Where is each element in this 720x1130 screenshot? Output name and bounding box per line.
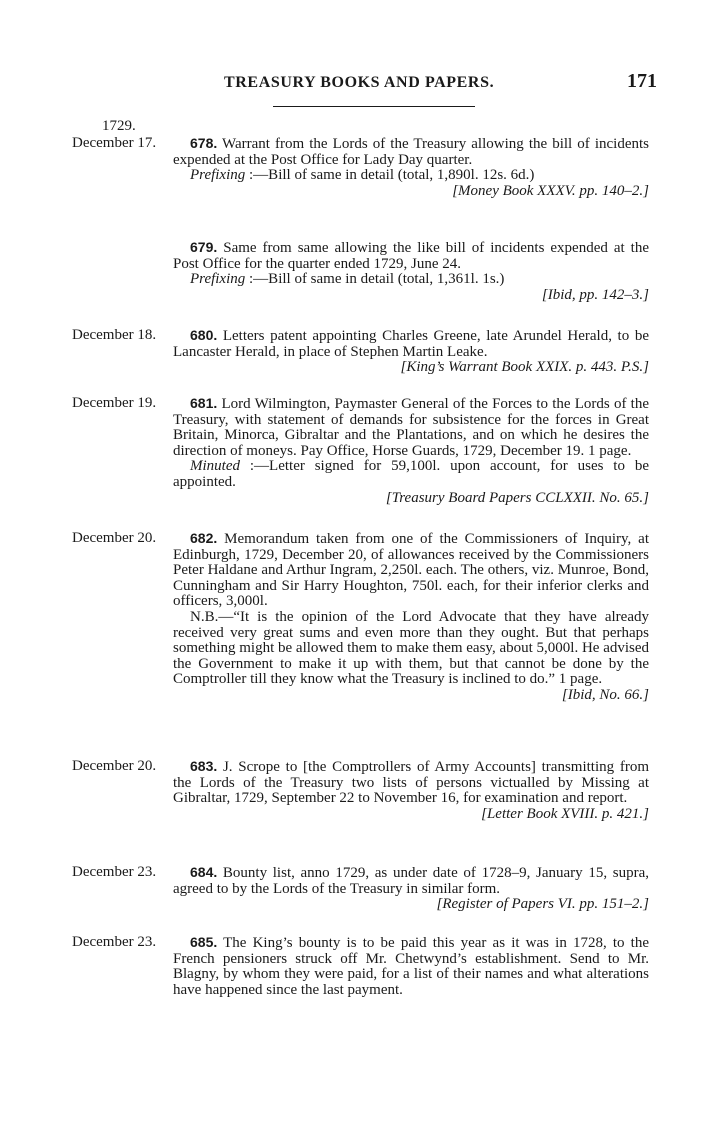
header-rule bbox=[273, 106, 475, 107]
entry-paragraph bbox=[173, 396, 649, 459]
entry-body bbox=[173, 328, 649, 376]
entry-number: 682. bbox=[190, 530, 218, 546]
nb-note: N.B.—“It is the opinion of the Lord Advocate that they have already received very great sums and even more than they ought. But that perhaps something might be allowed them to make them easy, about 5,000l. He advised the Government to make it up with them, but that cannot be done by the Comptroller till they know what the Treasury is inclined to do.” 1 page. bbox=[173, 608, 650, 688]
source-reference: [Register of Papers VI. pp. 151–2.] bbox=[436, 896, 649, 913]
page-number: 171 bbox=[627, 70, 657, 92]
prefixing-text: :—Bill of same in detail (total, 1,361l. 1s.) bbox=[245, 271, 505, 288]
source-reference: [Money Book XXXV. pp. 140–2.] bbox=[452, 182, 649, 199]
entry-paragraph bbox=[173, 531, 649, 610]
entry-body bbox=[173, 136, 649, 199]
entry-date: December 23. bbox=[72, 864, 157, 880]
entry-paragraph bbox=[173, 136, 649, 168]
prefixing-text: :—Bill of same in detail (total, 1,890l. 12s. 6d.) bbox=[245, 167, 535, 184]
entry-date: December 18. bbox=[72, 327, 157, 343]
entry-number: 679. bbox=[190, 239, 218, 255]
entry-date: December 23. bbox=[72, 934, 157, 950]
entry-text: Lord Wilmington, Paymaster General of the Forces to the Lords of the Treasury, with statement of demands for subsistence for the forces in Great Britain, Minorca, Gibraltar and the Plantations, and on which he desires the direction of moneys. Pay Office, Horse Guards, 1729, December 19. 1 page. bbox=[173, 396, 649, 459]
entry-date: December 17. bbox=[72, 135, 157, 151]
page-title: TREASURY BOOKS AND PAPERS. bbox=[224, 74, 495, 91]
entry-number: 678. bbox=[190, 135, 218, 151]
entry-body bbox=[173, 531, 649, 704]
entry-paragraph bbox=[173, 865, 649, 897]
entry-body bbox=[173, 865, 649, 913]
year-heading: 1729. bbox=[102, 118, 136, 134]
prefixing-note bbox=[173, 272, 649, 288]
entry-paragraph bbox=[173, 240, 649, 272]
entry-date: December 19. bbox=[72, 395, 157, 411]
entry-number: 683. bbox=[190, 758, 218, 774]
prefixing-label: Prefixing bbox=[190, 167, 246, 184]
entry-date: December 20. bbox=[72, 530, 157, 546]
source-reference: [Treasury Board Papers CCLXXII. No. 65.] bbox=[385, 489, 649, 506]
entry-body bbox=[173, 759, 649, 822]
entry-number: 680. bbox=[190, 327, 218, 343]
running-header bbox=[0, 66, 720, 96]
entry-body bbox=[173, 396, 649, 506]
minuted-text: :—Letter signed for 59,100l. upon account, for uses to be appointed. bbox=[173, 458, 649, 490]
prefixing-label: Prefixing bbox=[190, 271, 246, 288]
entry-body bbox=[173, 935, 649, 998]
entry-text: Same from same allowing the like bill of incidents expended at the Post Office for the quarter ended 1729, June 24. bbox=[173, 240, 649, 272]
entry-paragraph bbox=[173, 759, 649, 807]
entry-date: December 20. bbox=[72, 758, 157, 774]
entry-text: The King’s bounty is to be paid this year as it was in 1728, to the French pensioners struck off Mr. Chetwynd’s establishment. Send to Mr. Blagny, by whom they were paid, for a list of their names and what alterations have happened since the last payment. bbox=[173, 935, 649, 998]
entry-number: 681. bbox=[190, 395, 218, 411]
entry-text: Warrant from the Lords of the Treasury allowing the bill of incidents expended at the Post Office for Lady Day quarter. bbox=[173, 136, 649, 168]
source-reference: [Ibid, No. 66.] bbox=[561, 686, 649, 703]
prefixing-note bbox=[173, 168, 649, 184]
source-reference: [Ibid, pp. 142–3.] bbox=[541, 286, 649, 303]
entry-text: Bounty list, anno 1729, as under date of 1728–9, January 15, supra, agreed to by the Lords of the Treasury in similar form. bbox=[173, 865, 649, 897]
entry-paragraph bbox=[173, 935, 649, 998]
minuted-label: Minuted bbox=[190, 458, 240, 475]
source-reference: [King’s Warrant Book XXIX. p. 443. P.S.] bbox=[400, 359, 649, 376]
entry-text: Letters patent appointing Charles Greene, late Arundel Herald, to be Lancaster Herald, in place of Stephen Martin Leake. bbox=[173, 328, 649, 360]
entry-text: J. Scrope to [the Comptrollers of Army Accounts] transmitting from the Lords of the Treasury two lists of persons victualled by Missing at Gibraltar, 1729, September 22 to November 16, for examination and report. bbox=[173, 759, 649, 807]
entry-number: 685. bbox=[190, 934, 218, 950]
entry-paragraph bbox=[173, 328, 649, 360]
source-reference: [Letter Book XVIII. p. 421.] bbox=[481, 805, 649, 822]
minuted-note bbox=[173, 459, 649, 490]
entry-number: 684. bbox=[190, 864, 218, 880]
entry-text: Memorandum taken from one of the Commissioners of Inquiry, at Edinburgh, 1729, December 20, of allowances received by the Commissioners Peter Haldane and Arthur Ingram, 2,250l. each. The others, viz. Munroe, Bond, Cunningham and Sir Harry Houghton, 750l. each, for their inferior clerks and officers, 3,000l. bbox=[173, 531, 649, 610]
entry-body bbox=[173, 240, 649, 303]
